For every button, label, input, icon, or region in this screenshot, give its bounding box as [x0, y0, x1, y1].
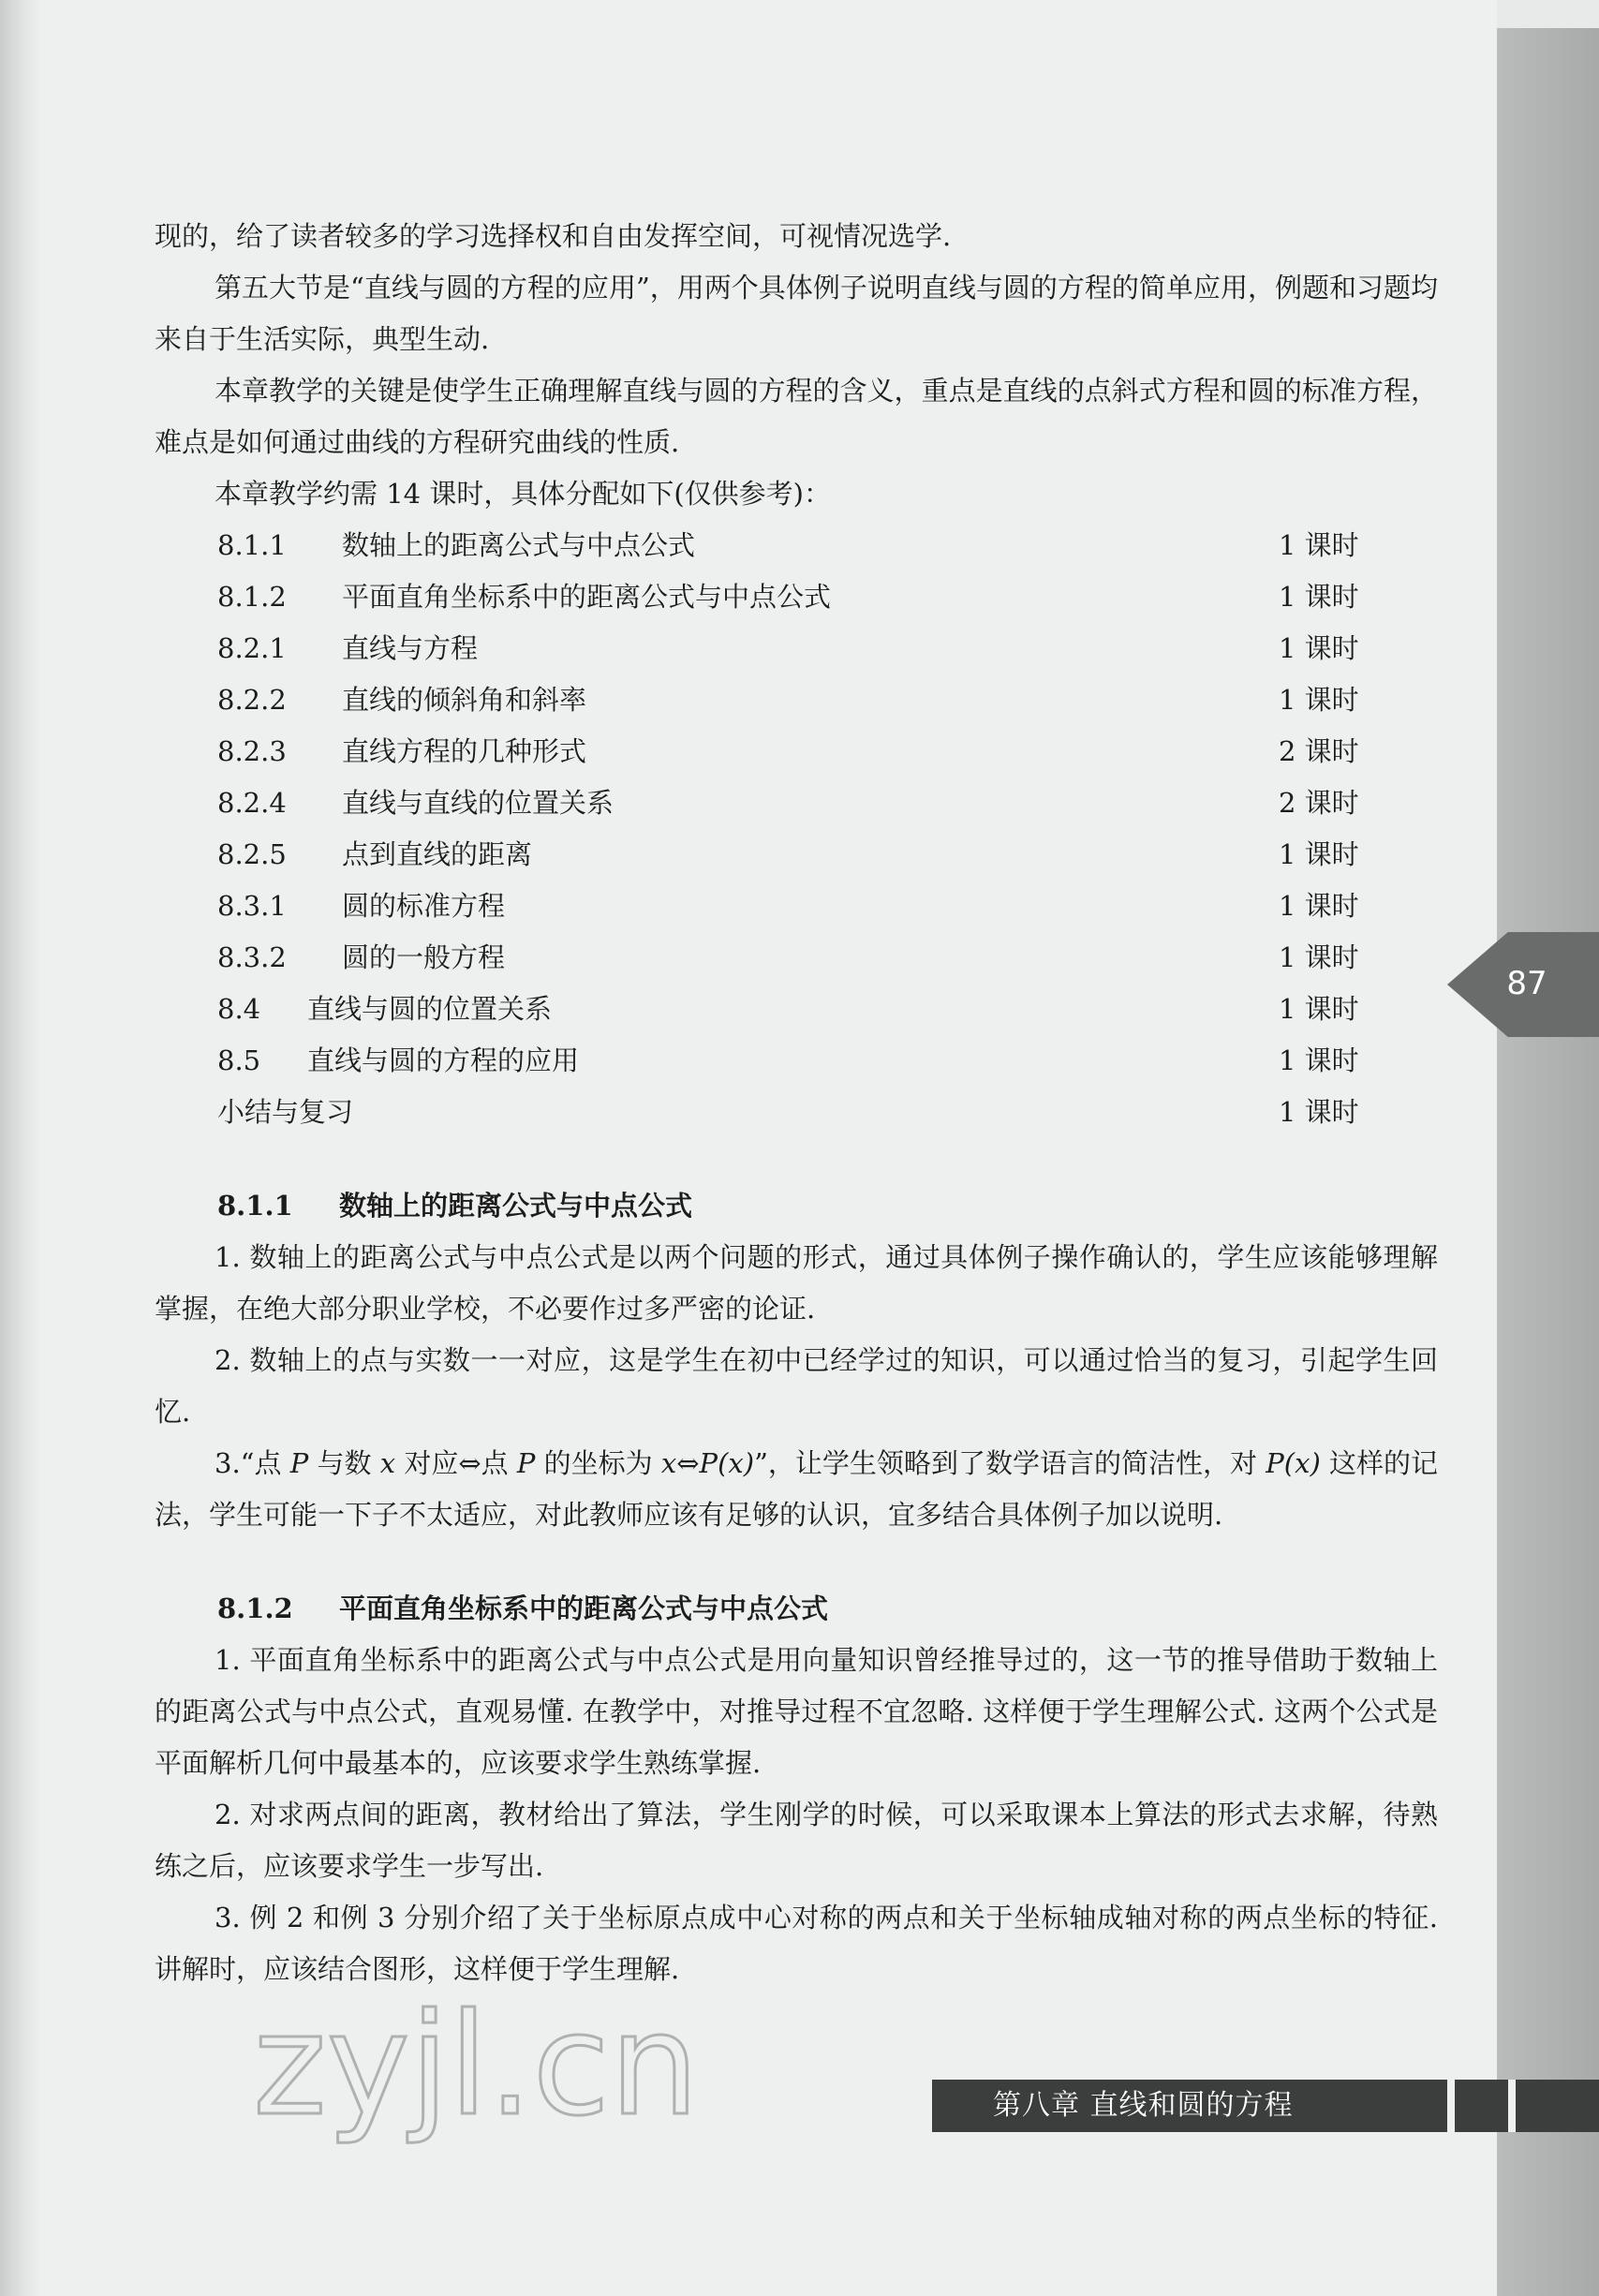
schedule-row: [155, 726, 1438, 778]
math-symbol: x: [379, 1447, 396, 1479]
text-run: 这样的记法，学生可能一下子不太适应，对此教师应该有足够的认识，宜多结合具体例子加以说明.: [155, 1447, 1439, 1531]
chapter-footer-title: 第八章 直线和圆的方程: [993, 2089, 1294, 2122]
section1-paragraph-3: [155, 1438, 1438, 1541]
section-number: 8.1.2: [217, 1592, 293, 1624]
schedule-hours: 1 课时: [1279, 684, 1359, 716]
side-strip: [1497, 28, 1599, 2296]
schedule-number: 8.3.2: [217, 941, 287, 973]
math-symbol: P: [289, 1447, 309, 1479]
schedule-hours: 1 课时: [1279, 890, 1359, 922]
section-heading-8-1-2: [155, 1583, 1438, 1635]
footer-divider: [1508, 2080, 1516, 2132]
schedule-title: 圆的一般方程: [342, 941, 506, 973]
schedule-number: 8.2.3: [217, 735, 287, 767]
schedule-row: [155, 932, 1438, 984]
schedule-row: [155, 829, 1438, 881]
schedule-row: [155, 1087, 1438, 1138]
page-number: 87: [1506, 965, 1547, 1002]
schedule-number: 8.2.1: [217, 632, 287, 664]
schedule-hours: 1 课时: [1279, 529, 1359, 561]
section2-paragraph-1: 1. 平面直角坐标系中的距离公式与中点公式是用向量知识曾经推导过的，这一节的推导借助于数轴上的距离公式与中点公式，直观易懂. 在教学中，对推导过程不宜忽略. 这样便于学生理解公式. 这两个公式是平面解析几何中最基本的，应该要求学生熟练掌握.: [155, 1644, 1438, 1779]
schedule-hours: 1 课时: [1279, 838, 1359, 870]
schedule-title: 直线与方程: [342, 632, 479, 664]
schedule-hours: 1 课时: [1279, 581, 1359, 613]
section-number: 8.1.1: [217, 1190, 293, 1222]
schedule-title: 直线与圆的位置关系: [307, 993, 553, 1025]
text-run: 对应⇔点: [395, 1447, 517, 1479]
schedule-number: 8.1.2: [217, 581, 287, 613]
section-title: 数轴上的距离公式与中点公式: [339, 1190, 693, 1222]
math-symbol: P: [516, 1447, 536, 1479]
schedule-number: 8.2.4: [217, 787, 287, 819]
schedule-title: 数轴上的距离公式与中点公式: [342, 529, 696, 561]
schedule-number: 8.1.1: [217, 529, 287, 561]
intro-paragraph-2: 第五大节是“直线与圆的方程的应用”，用两个具体例子说明直线与圆的方程的简单应用，例题和习题均来自于生活实际，典型生动.: [155, 272, 1438, 355]
schedule-title: 小结与复习: [217, 1096, 354, 1128]
math-expression: x⇔P(x): [660, 1447, 755, 1479]
intro-paragraph-1: 现的，给了读者较多的学习选择权和自由发挥空间，可视情况选学.: [155, 220, 952, 252]
schedule-title: 平面直角坐标系中的距离公式与中点公式: [342, 581, 832, 613]
section-title: 平面直角坐标系中的距离公式与中点公式: [339, 1592, 829, 1624]
schedule-hours: 1 课时: [1279, 941, 1359, 973]
text-run: 的坐标为: [535, 1447, 661, 1479]
lesson-schedule: [155, 520, 1438, 1138]
schedule-hours: 2 课时: [1279, 735, 1359, 767]
section2-paragraph-3: 3. 例 2 和例 3 分别介绍了关于坐标原点成中心对称的两点和关于坐标轴成轴对称的两点坐标的特征. 讲解时，应该结合图形，这样便于学生理解.: [155, 1902, 1438, 1985]
page-content: [155, 211, 1438, 1995]
schedule-hours: 1 课时: [1279, 632, 1359, 664]
schedule-title: 直线的倾斜角和斜率: [342, 684, 587, 716]
schedule-row: [155, 1035, 1438, 1087]
section1-paragraph-1: 1. 数轴上的距离公式与中点公式是以两个问题的形式，通过具体例子操作确认的，学生应该能够理解掌握，在绝大部分职业学校，不必要作过多严密的论证.: [155, 1241, 1438, 1325]
schedule-title: 圆的标准方程: [342, 890, 506, 922]
math-expression: P(x): [1266, 1447, 1321, 1479]
schedule-row: [155, 623, 1438, 674]
schedule-number: 8.2.5: [217, 838, 287, 870]
schedule-number: 8.3.1: [217, 890, 287, 922]
schedule-row: [155, 881, 1438, 932]
schedule-row: [155, 571, 1438, 623]
schedule-hours: 1 课时: [1279, 1044, 1359, 1076]
text-run: 与数: [308, 1447, 380, 1479]
schedule-hours: 2 课时: [1279, 787, 1359, 819]
schedule-number: 8.4: [217, 993, 261, 1025]
section1-paragraph-2: 2. 数轴上的点与实数一一对应，这是学生在初中已经学过的知识，可以通过恰当的复习，引起学生回忆.: [155, 1344, 1438, 1428]
schedule-number: 8.2.2: [217, 684, 287, 716]
text-run: 3.“点: [215, 1447, 290, 1479]
schedule-title: 直线与直线的位置关系: [342, 787, 614, 819]
intro-paragraph-4: 本章教学约需 14 课时，具体分配如下(仅供参考)：: [215, 478, 831, 510]
schedule-number: 8.5: [217, 1044, 261, 1076]
schedule-title: 直线与圆的方程的应用: [307, 1044, 580, 1076]
schedule-hours: 1 课时: [1279, 993, 1359, 1025]
schedule-title: 直线方程的几种形式: [342, 735, 587, 767]
schedule-row: [155, 674, 1438, 726]
schedule-hours: 1 课时: [1279, 1096, 1359, 1128]
page-binding-edge: [0, 0, 41, 2296]
schedule-row: [155, 520, 1438, 571]
footer-divider: [1447, 2080, 1455, 2132]
watermark: zyjl.cn: [253, 1984, 700, 2147]
schedule-title: 点到直线的距离: [342, 838, 533, 870]
intro-paragraph-3: 本章教学的关键是使学生正确理解直线与圆的方程的含义，重点是直线的点斜式方程和圆的标准方程，难点是如何通过曲线的方程研究曲线的性质.: [155, 375, 1438, 458]
section2-paragraph-2: 2. 对求两点间的距离，教材给出了算法，学生刚学的时候，可以采取课本上算法的形式去求解，待熟练之后，应该要求学生一步写出.: [155, 1799, 1438, 1882]
schedule-row: [155, 778, 1438, 829]
section-heading-8-1-1: [155, 1180, 1438, 1232]
text-run: ”，让学生领略到了数学语言的简洁性，对: [754, 1447, 1266, 1479]
schedule-row: [155, 984, 1438, 1035]
side-strip-top: [1497, 0, 1599, 28]
